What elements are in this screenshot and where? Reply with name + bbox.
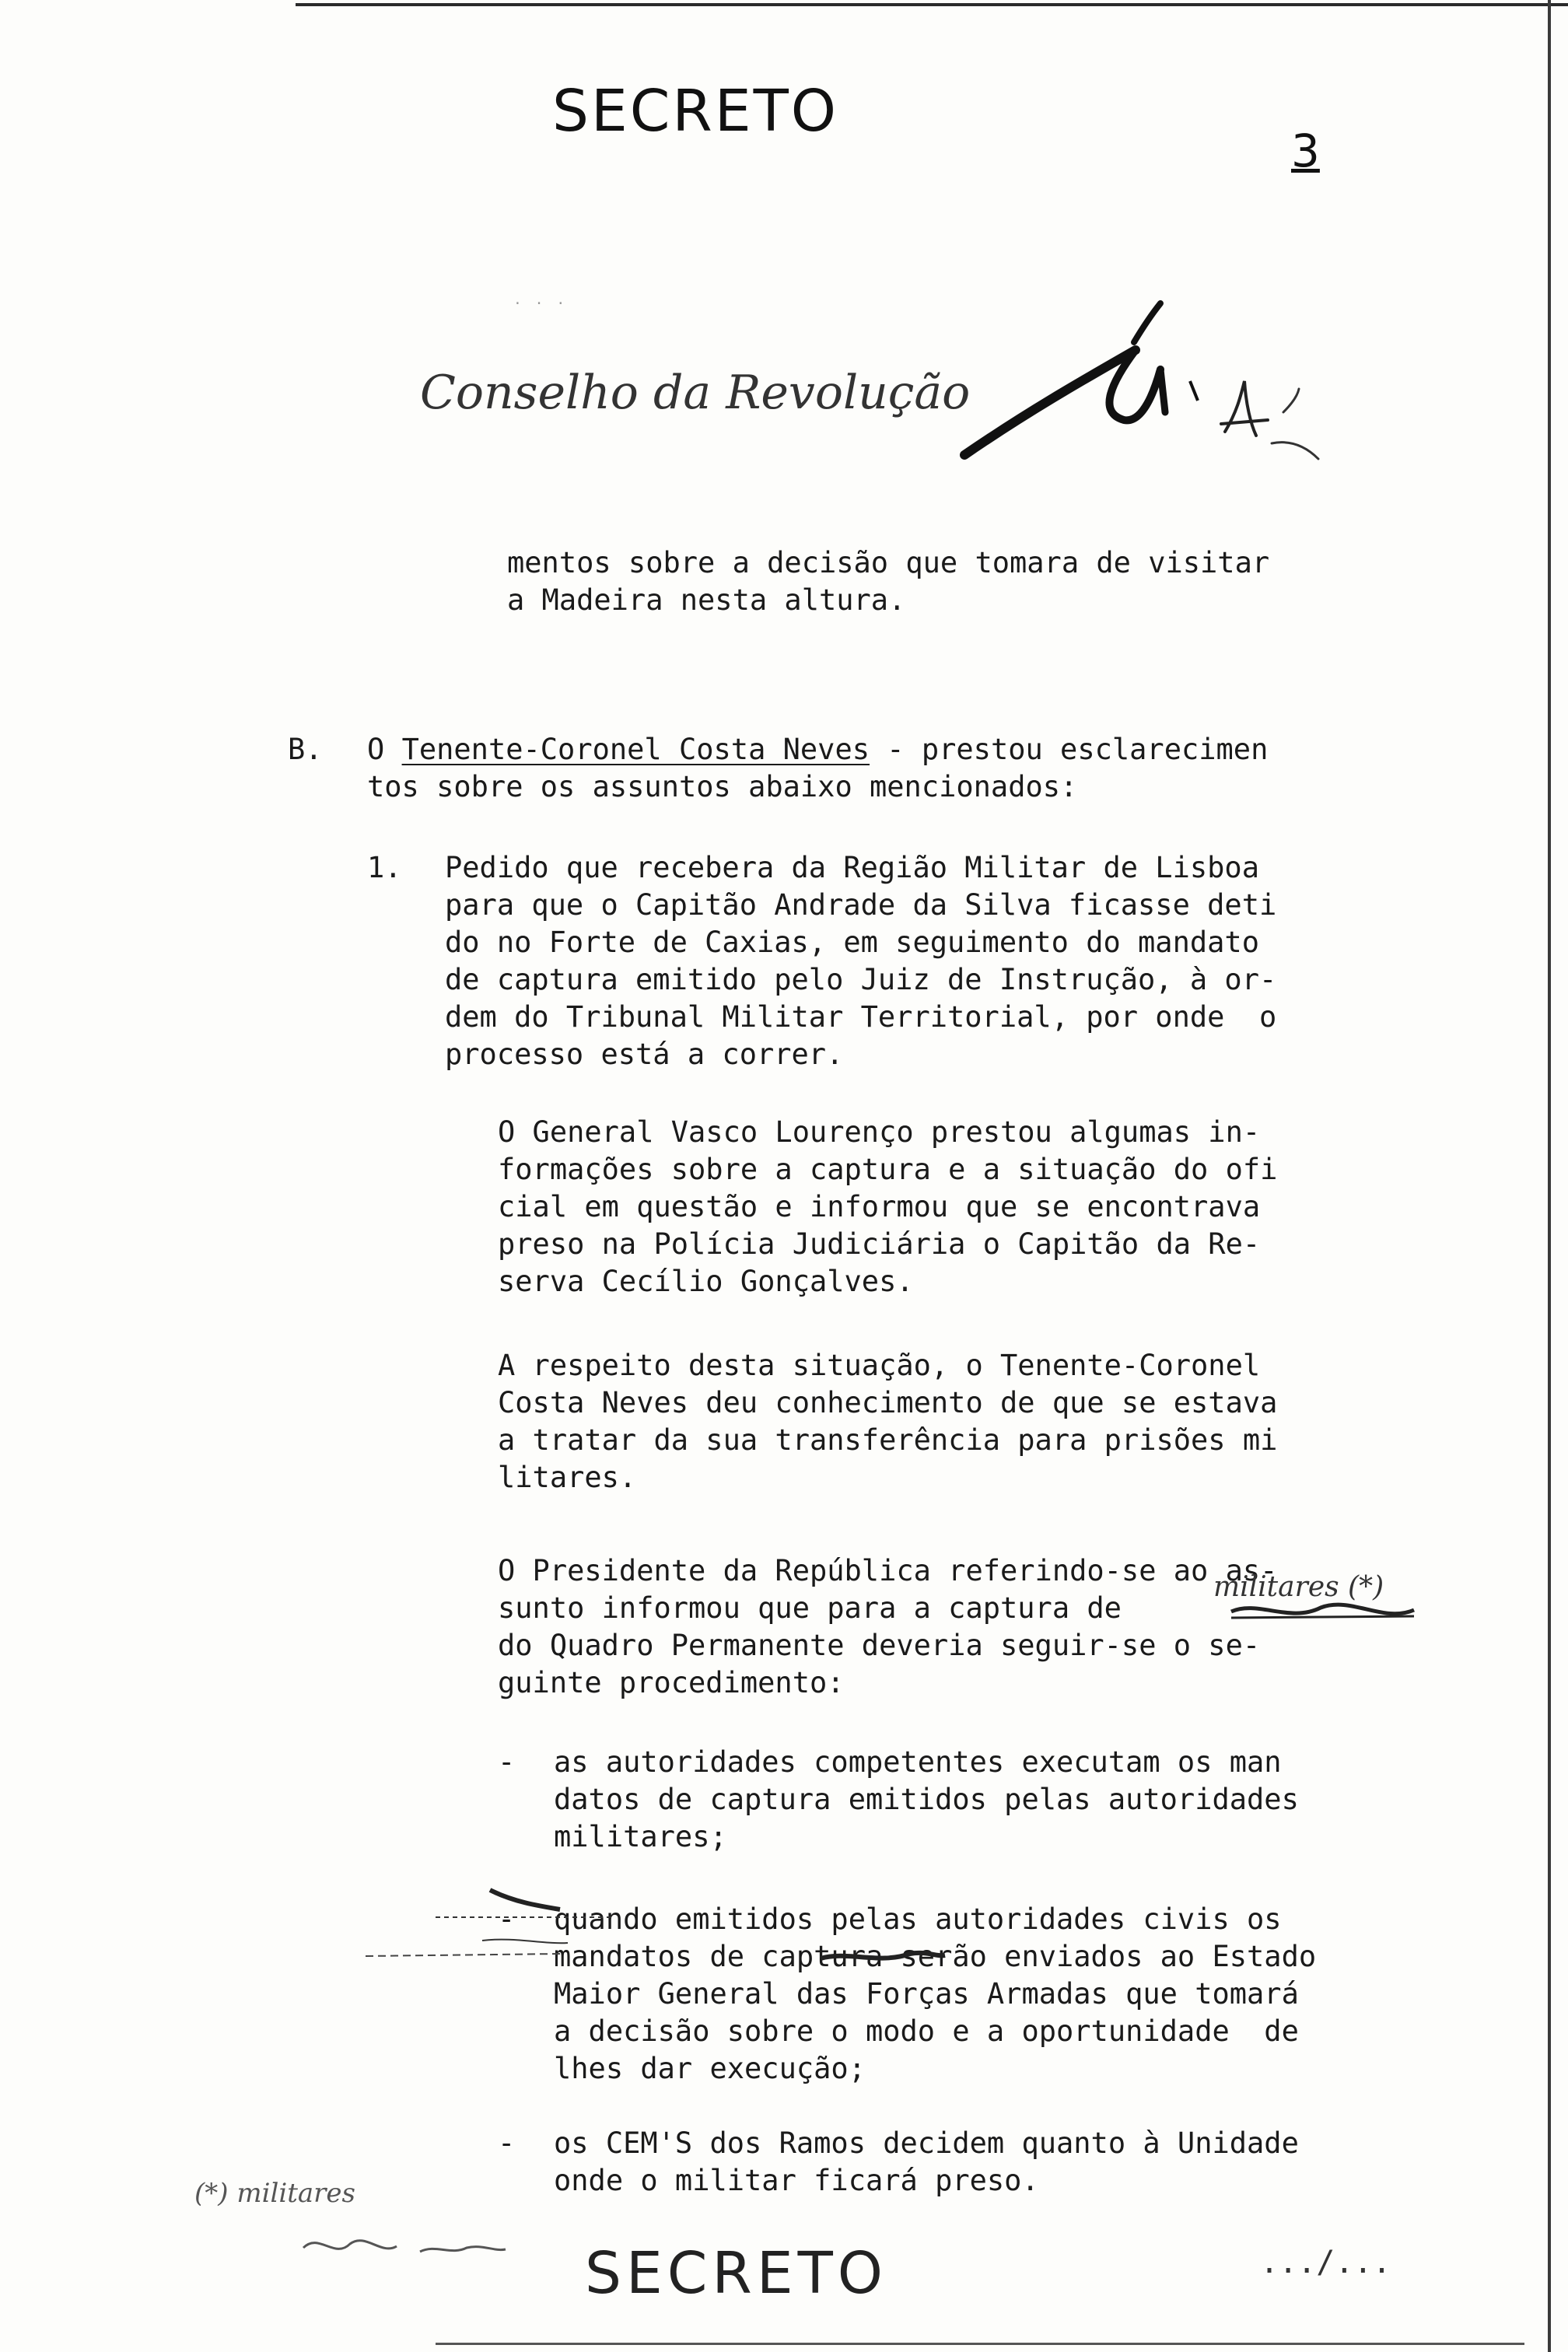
- presidente-line-4: guinte procedimento:: [498, 1666, 845, 1699]
- classification-stamp-bottom: SECRETO: [585, 2240, 888, 2307]
- handwritten-footnote: (*) militares: [194, 2178, 355, 2209]
- struck-out-word: [1227, 1596, 1422, 1627]
- scan-edge-right: [1548, 0, 1551, 2352]
- item-1-line-4: de captura emitido pelo Juiz de Instrução, à or-: [445, 963, 1277, 996]
- item-1-line-1: Pedido que recebera da Região Militar de Lisboa: [445, 851, 1259, 884]
- respeito-line-3: a tratar da sua transferência para prisões mi: [498, 1423, 1278, 1457]
- respeito-line-1: A respeito desta situação, o Tenente-Coronel: [498, 1349, 1261, 1382]
- struck-out-word-2: [817, 1944, 949, 1968]
- bullet-1-line-1: as autoridades competentes executam os man: [554, 1745, 1282, 1779]
- bullet-2-line-2: mandatos de captura serão enviados ao Estado: [554, 1940, 1317, 1973]
- general-line-3: cial em questão e informou que se encontrava: [498, 1190, 1261, 1223]
- item-1-line-5: dem do Tribunal Militar Territorial, por onde o: [445, 1000, 1277, 1034]
- intro-line-2: a Madeira nesta altura.: [507, 583, 906, 617]
- presidente-line-3: do Quadro Permanente deveria seguir-se o se-: [498, 1629, 1261, 1662]
- general-line-4: preso na Polícia Judiciária o Capitão da Re-: [498, 1227, 1261, 1261]
- faint-scan-mark: · · ·: [513, 296, 568, 312]
- presidente-line-1: O Presidente da República referindo-se ao as-: [498, 1554, 1278, 1587]
- general-line-5: serva Cecílio Gonçalves.: [498, 1265, 914, 1298]
- page-continuation: .../...: [1260, 2245, 1391, 2280]
- section-b-line-2: tos sobre os assuntos abaixo mencionados:: [367, 770, 1078, 803]
- bullet-3-dash: -: [498, 2126, 516, 2160]
- item-1-number: 1.: [367, 851, 402, 884]
- section-b-letter: B.: [288, 733, 323, 766]
- bullet-2-line-4: a decisão sobre o modo e a oportunidade de: [554, 2014, 1299, 2048]
- item-1-line-6: processo está a correr.: [445, 1038, 844, 1071]
- item-1-line-3: do no Forte de Caxias, em seguimento do mandato: [445, 926, 1259, 959]
- bullet-2-line-3: Maior General das Forças Armadas que tomará: [554, 1977, 1299, 2011]
- scan-edge-top: [296, 3, 1568, 6]
- scan-edge-bottom: [436, 2343, 1524, 2345]
- letterhead: Conselho da Revolução: [420, 366, 971, 420]
- general-line-1: O General Vasco Lourenço prestou algumas in-: [498, 1115, 1261, 1149]
- intro-line-1: mentos sobre a decisão que tomara de visitar: [507, 546, 1270, 579]
- bullet-1-dash: -: [498, 1745, 516, 1779]
- bullet-1-line-3: militares;: [554, 1820, 727, 1853]
- bullet-2-line-1: quando emitidos pelas autoridades civis os: [554, 1902, 1282, 1936]
- bullet-2-dash: -: [498, 1902, 516, 1936]
- section-b-line-1-rest: - prestou esclarecimen: [870, 733, 1269, 766]
- general-line-2: formações sobre a captura e a situação do ofi: [498, 1153, 1278, 1186]
- item-1-line-2: para que o Capitão Andrade da Silva ficasse deti: [445, 888, 1277, 922]
- respeito-line-2: Costa Neves deu conhecimento de que se estava: [498, 1386, 1278, 1419]
- handwritten-signature: [957, 296, 1322, 482]
- bullet-3-line-1: os CEM'S dos Ramos decidem quanto à Unidade: [554, 2126, 1299, 2160]
- page-number: 3: [1291, 124, 1320, 177]
- presidente-line-2: sunto informou que para a captura de: [498, 1591, 1122, 1625]
- section-b-line-1: [367, 731, 1268, 768]
- bullet-3-line-2: onde o militar ficará preso.: [554, 2164, 1039, 2197]
- section-b-subject: Tenente-Coronel Costa Neves: [401, 733, 870, 766]
- bullet-1-line-2: datos de captura emitidos pelas autoridades: [554, 1783, 1299, 1816]
- handwritten-insert: militares (*): [1213, 1571, 1384, 1603]
- handwritten-edit-marks: [366, 1882, 622, 1968]
- respeito-line-4: litares.: [498, 1461, 637, 1494]
- bullet-2-line-5: lhes dar execução;: [554, 2052, 866, 2085]
- section-b-prefix: O: [367, 733, 402, 766]
- classification-stamp-top: SECRETO: [552, 78, 839, 145]
- handwritten-footnote-scribble: [296, 2224, 513, 2271]
